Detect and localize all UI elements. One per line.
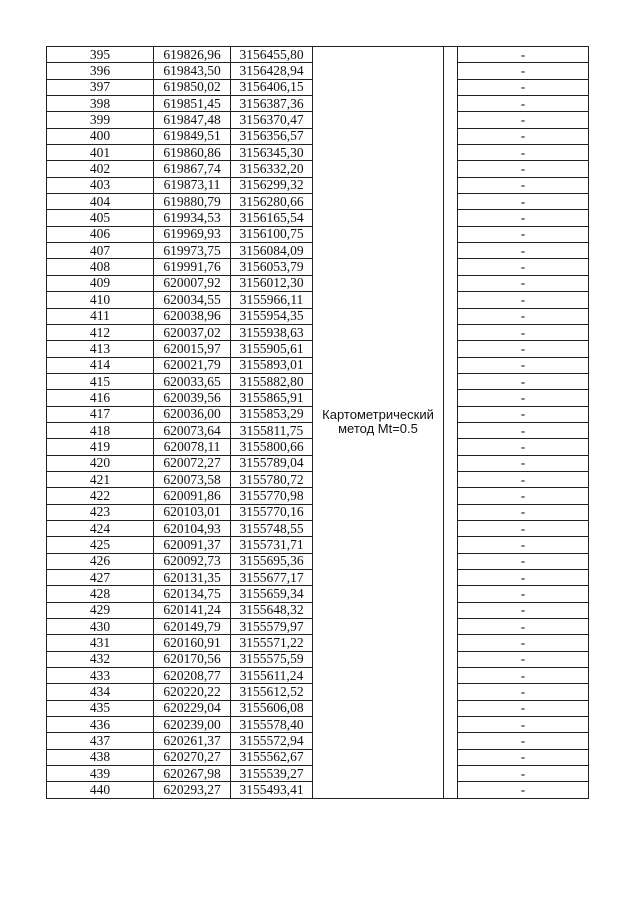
x-coordinate-cell: 619850,02 [154, 79, 231, 95]
note-cell: - [458, 161, 589, 177]
y-coordinate-cell: 3155893,01 [231, 357, 313, 373]
point-number-cell: 421 [47, 471, 154, 487]
note-cell: - [458, 63, 589, 79]
y-coordinate-cell: 3155938,63 [231, 324, 313, 340]
note-cell: - [458, 602, 589, 618]
note-cell: - [458, 259, 589, 275]
note-cell: - [458, 390, 589, 406]
y-coordinate-cell: 3156299,32 [231, 177, 313, 193]
note-cell: - [458, 308, 589, 324]
x-coordinate-cell: 620270,27 [154, 749, 231, 765]
point-number-cell: 398 [47, 96, 154, 112]
x-coordinate-cell: 619860,86 [154, 145, 231, 161]
note-cell: - [458, 422, 589, 438]
point-number-cell: 432 [47, 651, 154, 667]
x-coordinate-cell: 620091,86 [154, 488, 231, 504]
method-cell [313, 47, 444, 799]
y-coordinate-cell: 3155578,40 [231, 717, 313, 733]
y-coordinate-cell: 3156053,79 [231, 259, 313, 275]
point-number-cell: 402 [47, 161, 154, 177]
note-cell: - [458, 684, 589, 700]
y-coordinate-cell: 3156428,94 [231, 63, 313, 79]
note-cell: - [458, 651, 589, 667]
x-coordinate-cell: 619867,74 [154, 161, 231, 177]
point-number-cell: 431 [47, 635, 154, 651]
y-coordinate-cell: 3155562,67 [231, 749, 313, 765]
point-number-cell: 413 [47, 341, 154, 357]
y-coordinate-cell: 3155954,35 [231, 308, 313, 324]
y-coordinate-cell: 3155853,29 [231, 406, 313, 422]
note-cell: - [458, 341, 589, 357]
note-cell: - [458, 439, 589, 455]
method-line-2: метод Mt=0.5 [338, 421, 418, 437]
y-coordinate-cell: 3155905,61 [231, 341, 313, 357]
point-number-cell: 399 [47, 112, 154, 128]
x-coordinate-cell: 620091,37 [154, 537, 231, 553]
note-cell: - [458, 128, 589, 144]
x-coordinate-cell: 619849,51 [154, 128, 231, 144]
y-coordinate-cell: 3155731,71 [231, 537, 313, 553]
y-coordinate-cell: 3156406,15 [231, 79, 313, 95]
point-number-cell: 405 [47, 210, 154, 226]
note-cell: - [458, 520, 589, 536]
point-number-cell: 401 [47, 145, 154, 161]
y-coordinate-cell: 3155966,11 [231, 292, 313, 308]
note-cell: - [458, 700, 589, 716]
point-number-cell: 415 [47, 373, 154, 389]
x-coordinate-cell: 620007,92 [154, 275, 231, 291]
note-cell: - [458, 145, 589, 161]
x-coordinate-cell: 620038,96 [154, 308, 231, 324]
y-coordinate-cell: 3155811,75 [231, 422, 313, 438]
x-coordinate-cell: 620160,91 [154, 635, 231, 651]
y-coordinate-cell: 3155800,66 [231, 439, 313, 455]
point-number-cell: 396 [47, 63, 154, 79]
y-coordinate-cell: 3156100,75 [231, 226, 313, 242]
y-coordinate-cell: 3156165,54 [231, 210, 313, 226]
note-cell: - [458, 749, 589, 765]
point-number-cell: 428 [47, 586, 154, 602]
x-coordinate-cell: 619851,45 [154, 96, 231, 112]
column-gap [444, 47, 458, 799]
point-number-cell: 439 [47, 766, 154, 782]
x-coordinate-cell: 620078,11 [154, 439, 231, 455]
x-coordinate-cell: 620073,64 [154, 422, 231, 438]
y-coordinate-cell: 3155493,41 [231, 782, 313, 798]
x-coordinate-cell: 620229,04 [154, 700, 231, 716]
x-coordinate-cell: 619934,53 [154, 210, 231, 226]
coordinates-table-body [47, 47, 589, 799]
y-coordinate-cell: 3156084,09 [231, 243, 313, 259]
x-coordinate-cell: 619873,11 [154, 177, 231, 193]
point-number-cell: 418 [47, 422, 154, 438]
y-coordinate-cell: 3155648,32 [231, 602, 313, 618]
y-coordinate-cell: 3155575,59 [231, 651, 313, 667]
note-cell: - [458, 275, 589, 291]
point-number-cell: 433 [47, 668, 154, 684]
y-coordinate-cell: 3155579,97 [231, 619, 313, 635]
y-coordinate-cell: 3155572,94 [231, 733, 313, 749]
point-number-cell: 409 [47, 275, 154, 291]
point-number-cell: 422 [47, 488, 154, 504]
x-coordinate-cell: 619991,76 [154, 259, 231, 275]
note-cell: - [458, 782, 589, 798]
y-coordinate-cell: 3156370,47 [231, 112, 313, 128]
x-coordinate-cell: 619973,75 [154, 243, 231, 259]
y-coordinate-cell: 3155611,24 [231, 668, 313, 684]
point-number-cell: 434 [47, 684, 154, 700]
point-number-cell: 395 [47, 47, 154, 63]
point-number-cell: 417 [47, 406, 154, 422]
x-coordinate-cell: 620073,58 [154, 471, 231, 487]
point-number-cell: 436 [47, 717, 154, 733]
y-coordinate-cell: 3155865,91 [231, 390, 313, 406]
method-line-1: Картометрический [322, 407, 434, 423]
table-row [47, 47, 589, 63]
x-coordinate-cell: 620092,73 [154, 553, 231, 569]
note-cell: - [458, 324, 589, 340]
point-number-cell: 407 [47, 243, 154, 259]
note-cell: - [458, 406, 589, 422]
y-coordinate-cell: 3156332,20 [231, 161, 313, 177]
x-coordinate-cell: 620267,98 [154, 766, 231, 782]
x-coordinate-cell: 620239,00 [154, 717, 231, 733]
note-cell: - [458, 668, 589, 684]
point-number-cell: 414 [47, 357, 154, 373]
note-cell: - [458, 292, 589, 308]
note-cell: - [458, 471, 589, 487]
point-number-cell: 429 [47, 602, 154, 618]
note-cell: - [458, 47, 589, 63]
x-coordinate-cell: 620034,55 [154, 292, 231, 308]
note-cell: - [458, 177, 589, 193]
point-number-cell: 408 [47, 259, 154, 275]
y-coordinate-cell: 3155770,98 [231, 488, 313, 504]
note-cell: - [458, 79, 589, 95]
y-coordinate-cell: 3156356,57 [231, 128, 313, 144]
point-number-cell: 438 [47, 749, 154, 765]
x-coordinate-cell: 620033,65 [154, 373, 231, 389]
note-cell: - [458, 455, 589, 471]
x-coordinate-cell: 620141,24 [154, 602, 231, 618]
point-number-cell: 440 [47, 782, 154, 798]
point-number-cell: 427 [47, 570, 154, 586]
y-coordinate-cell: 3155571,22 [231, 635, 313, 651]
note-cell: - [458, 570, 589, 586]
note-cell: - [458, 210, 589, 226]
note-cell: - [458, 112, 589, 128]
x-coordinate-cell: 620208,77 [154, 668, 231, 684]
y-coordinate-cell: 3155770,16 [231, 504, 313, 520]
y-coordinate-cell: 3155539,27 [231, 766, 313, 782]
x-coordinate-cell: 620131,35 [154, 570, 231, 586]
point-number-cell: 400 [47, 128, 154, 144]
point-number-cell: 425 [47, 537, 154, 553]
note-cell: - [458, 357, 589, 373]
y-coordinate-cell: 3155606,08 [231, 700, 313, 716]
note-cell: - [458, 717, 589, 733]
note-cell: - [458, 504, 589, 520]
point-number-cell: 411 [47, 308, 154, 324]
point-number-cell: 423 [47, 504, 154, 520]
point-number-cell: 403 [47, 177, 154, 193]
y-coordinate-cell: 3155748,55 [231, 520, 313, 536]
coordinates-table [46, 46, 589, 799]
note-cell: - [458, 373, 589, 389]
x-coordinate-cell: 620021,79 [154, 357, 231, 373]
point-number-cell: 420 [47, 455, 154, 471]
y-coordinate-cell: 3155780,72 [231, 471, 313, 487]
note-cell: - [458, 226, 589, 242]
y-coordinate-cell: 3155882,80 [231, 373, 313, 389]
y-coordinate-cell: 3155677,17 [231, 570, 313, 586]
x-coordinate-cell: 619969,93 [154, 226, 231, 242]
x-coordinate-cell: 620072,27 [154, 455, 231, 471]
y-coordinate-cell: 3156280,66 [231, 194, 313, 210]
x-coordinate-cell: 619847,48 [154, 112, 231, 128]
point-number-cell: 410 [47, 292, 154, 308]
note-cell: - [458, 619, 589, 635]
point-number-cell: 416 [47, 390, 154, 406]
x-coordinate-cell: 620134,75 [154, 586, 231, 602]
note-cell: - [458, 766, 589, 782]
note-cell: - [458, 635, 589, 651]
x-coordinate-cell: 620220,22 [154, 684, 231, 700]
x-coordinate-cell: 619826,96 [154, 47, 231, 63]
point-number-cell: 412 [47, 324, 154, 340]
note-cell: - [458, 586, 589, 602]
note-cell: - [458, 488, 589, 504]
y-coordinate-cell: 3156345,30 [231, 145, 313, 161]
note-cell: - [458, 243, 589, 259]
x-coordinate-cell: 620103,01 [154, 504, 231, 520]
point-number-cell: 419 [47, 439, 154, 455]
x-coordinate-cell: 620037,02 [154, 324, 231, 340]
y-coordinate-cell: 3155659,34 [231, 586, 313, 602]
note-cell: - [458, 553, 589, 569]
x-coordinate-cell: 620261,37 [154, 733, 231, 749]
x-coordinate-cell: 620149,79 [154, 619, 231, 635]
x-coordinate-cell: 620170,56 [154, 651, 231, 667]
y-coordinate-cell: 3156455,80 [231, 47, 313, 63]
y-coordinate-cell: 3155789,04 [231, 455, 313, 471]
x-coordinate-cell: 620036,00 [154, 406, 231, 422]
note-cell: - [458, 194, 589, 210]
point-number-cell: 426 [47, 553, 154, 569]
x-coordinate-cell: 619843,50 [154, 63, 231, 79]
point-number-cell: 404 [47, 194, 154, 210]
x-coordinate-cell: 620015,97 [154, 341, 231, 357]
note-cell: - [458, 733, 589, 749]
point-number-cell: 406 [47, 226, 154, 242]
y-coordinate-cell: 3156012,30 [231, 275, 313, 291]
point-number-cell: 435 [47, 700, 154, 716]
point-number-cell: 397 [47, 79, 154, 95]
point-number-cell: 424 [47, 520, 154, 536]
x-coordinate-cell: 620039,56 [154, 390, 231, 406]
note-cell: - [458, 96, 589, 112]
note-cell: - [458, 537, 589, 553]
y-coordinate-cell: 3155695,36 [231, 553, 313, 569]
point-number-cell: 437 [47, 733, 154, 749]
y-coordinate-cell: 3156387,36 [231, 96, 313, 112]
x-coordinate-cell: 620293,27 [154, 782, 231, 798]
x-coordinate-cell: 619880,79 [154, 194, 231, 210]
x-coordinate-cell: 620104,93 [154, 520, 231, 536]
point-number-cell: 430 [47, 619, 154, 635]
y-coordinate-cell: 3155612,52 [231, 684, 313, 700]
